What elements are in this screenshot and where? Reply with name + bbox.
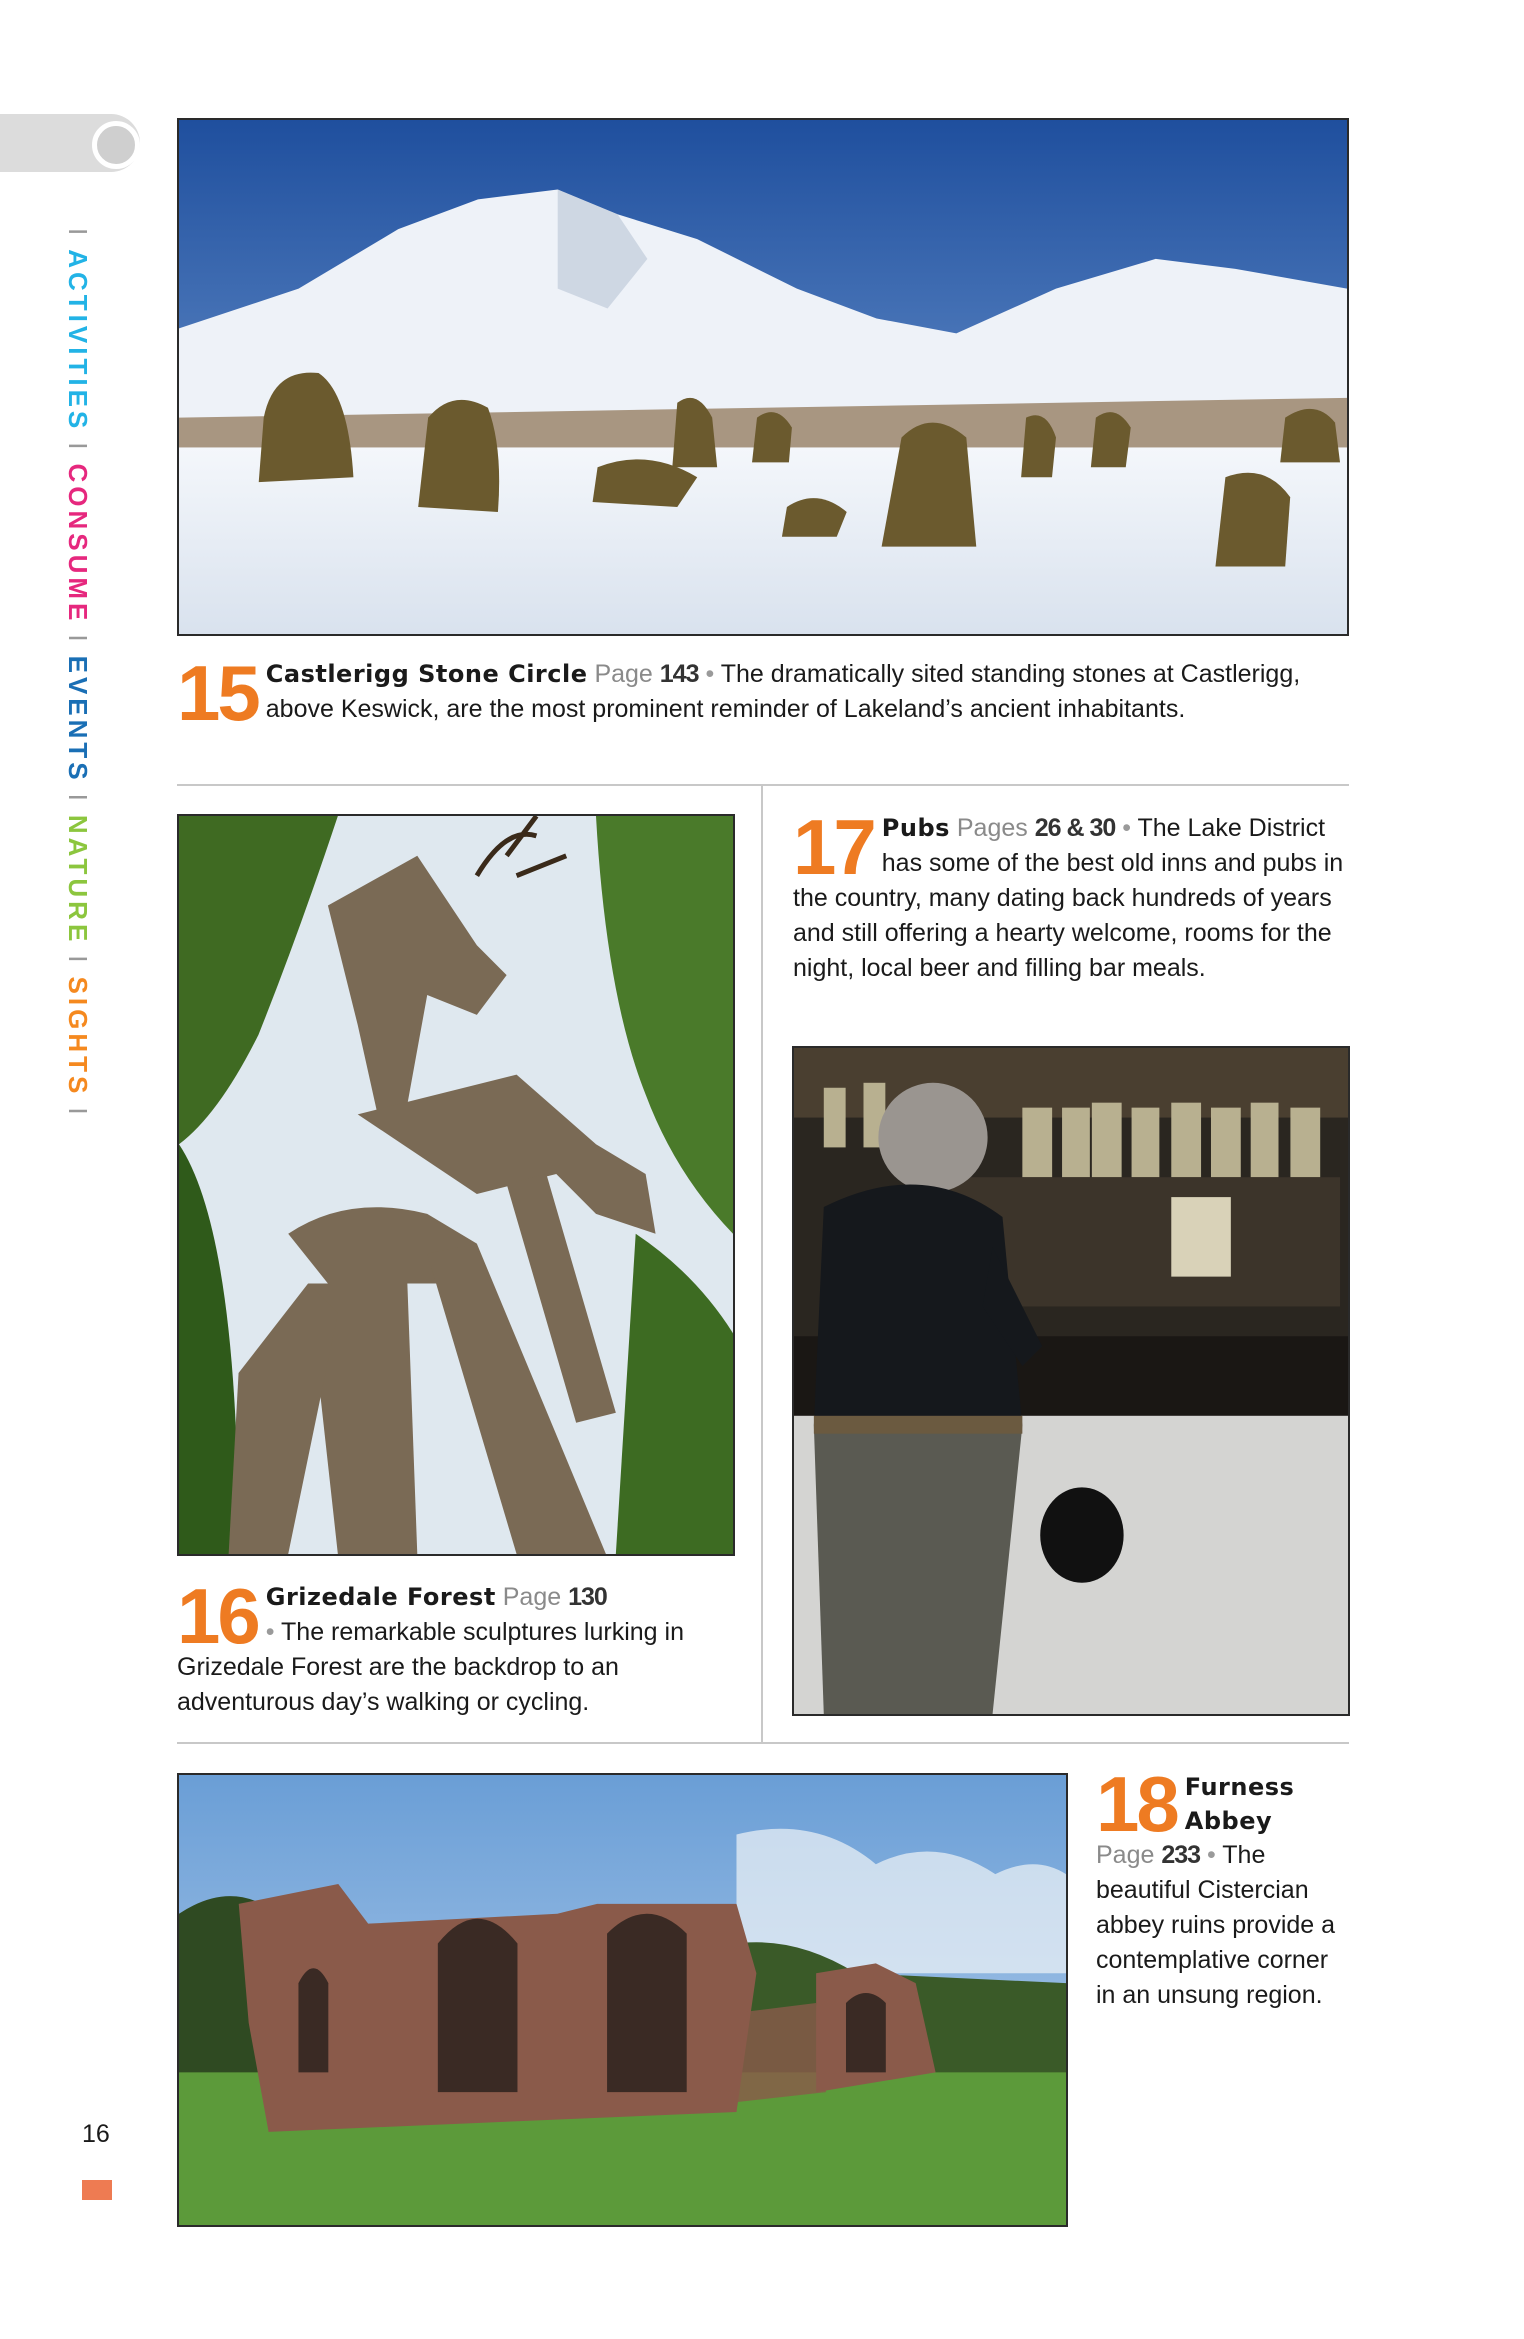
bullet-icon: •: [1122, 814, 1131, 842]
entry-title: Castlerigg Stone Circle: [265, 660, 588, 688]
entry-title-line1: Furness: [1184, 1773, 1295, 1801]
entry-number: 16: [177, 1572, 258, 1660]
page-ref[interactable]: 143: [659, 660, 699, 688]
caption-17: [793, 803, 1349, 986]
entry-number: 15: [177, 649, 258, 737]
nav-separator: I: [63, 442, 93, 454]
entry-number: 18: [1096, 1760, 1177, 1848]
entry-text: The dramatically sited standing stones at Castlerigg, above Keswick, are the most prominent reminder of Lakeland’s ancient inhabitants.: [265, 660, 1301, 723]
photo-pub: [792, 1046, 1350, 1716]
nav-sights[interactable]: SIGHTS: [63, 976, 93, 1098]
bullet-icon: •: [1207, 1841, 1216, 1869]
nav-nature[interactable]: NATURE: [63, 814, 93, 946]
photo-furness-abbey: [177, 1773, 1068, 2227]
page-label: Page: [502, 1583, 562, 1611]
entry-text: The beautiful Cistercian abbey ruins provide a contemplative corner in an unsung region.: [1096, 1841, 1336, 2009]
nav-separator: I: [63, 1107, 93, 1119]
nav-events[interactable]: EVENTS: [63, 655, 93, 784]
nav-separator: I: [63, 955, 93, 967]
tab-circle-icon: [92, 121, 140, 169]
page-number: 16: [82, 2120, 110, 2148]
photo-grizedale: [177, 814, 735, 1556]
nav-activities[interactable]: ACTIVITIES: [63, 249, 93, 433]
page-ref[interactable]: 130: [568, 1583, 607, 1611]
side-nav: [63, 218, 106, 1119]
folio-marker: [82, 2180, 112, 2200]
caption-16: [177, 1572, 707, 1720]
nav-separator: I: [63, 634, 93, 646]
nav-separator: I: [63, 228, 93, 240]
page-ref[interactable]: 26 & 30: [1034, 814, 1116, 842]
entry-title: Pubs: [881, 814, 950, 842]
photo-castlerigg: [177, 118, 1349, 636]
nav-separator: I: [63, 793, 93, 805]
entry-text: The remarkable sculptures lurking in Grizedale Forest are the backdrop to an adventurous day’s walking or cycling.: [177, 1618, 684, 1716]
entry-title-line2: Abbey: [1184, 1807, 1273, 1835]
bullet-icon: •: [265, 1618, 275, 1646]
bullet-icon: •: [705, 660, 715, 688]
page-label: Page: [594, 660, 653, 688]
entry-title: Grizedale Forest: [265, 1583, 496, 1611]
divider: [177, 1742, 1349, 1744]
caption-15: [177, 649, 1349, 737]
entry-text: The Lake District has some of the best old inns and pubs in the country, many dating back hundreds of years and still offering a hearty welcome, rooms for the night, local beer and filling bar meals.: [793, 814, 1344, 982]
divider-vertical: [761, 784, 763, 1742]
nav-consume[interactable]: CONSUME: [63, 463, 93, 625]
divider: [177, 784, 1349, 786]
entry-number: 17: [793, 803, 874, 891]
page-label: Page: [1096, 1841, 1155, 1869]
caption-18: [1096, 1760, 1352, 2013]
page-ref[interactable]: 233: [1161, 1841, 1201, 1869]
page-label: Pages: [956, 814, 1028, 842]
